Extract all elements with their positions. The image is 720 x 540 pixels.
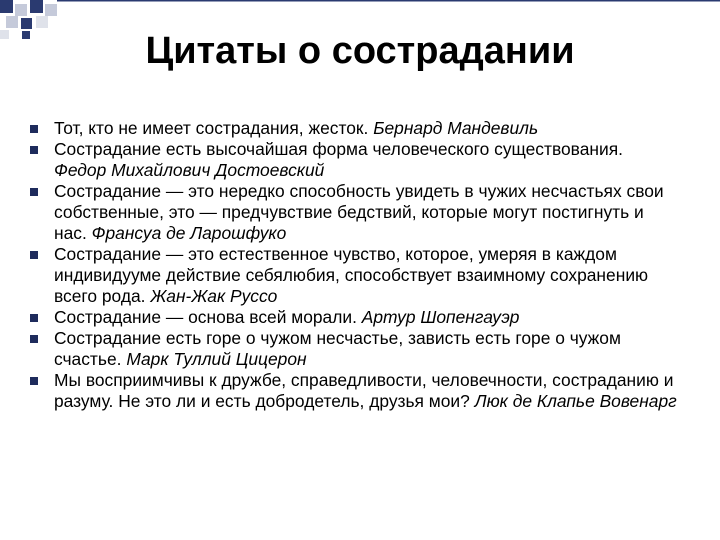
square-bullet-icon xyxy=(30,335,38,343)
quote-author: Люк де Клапье Вовенарг xyxy=(474,391,677,411)
quote-author: Марк Туллий Цицерон xyxy=(126,349,307,369)
quote-text: Сострадание есть горе о чужом несчастье, зависть есть горе о чужом счастье. xyxy=(54,328,621,369)
square-bullet-icon xyxy=(30,314,38,322)
square-bullet-icon xyxy=(30,146,38,154)
quote-text: Тот, кто не имеет сострадания, жесток. xyxy=(54,118,369,138)
square-bullet-icon xyxy=(30,251,38,259)
quote-item xyxy=(28,139,678,181)
quote-author: Франсуа де Ларошфуко xyxy=(91,223,287,243)
quote-author: Бернард Мандевиль xyxy=(373,118,539,138)
quote-item xyxy=(28,118,678,139)
square-bullet-icon xyxy=(30,377,38,385)
square-bullet-icon xyxy=(30,125,38,133)
quote-item xyxy=(28,244,678,307)
quote-item xyxy=(28,307,678,328)
quote-text: Сострадание — это естественное чувство, которое, умеряя в каждом индивидууме действие себялюбия, способствует взаимному сохранению всего рода. xyxy=(54,244,649,306)
quote-author: Федор Михайлович Достоевский xyxy=(54,160,325,180)
quote-text: Сострадание — это нередко способность увидеть в чужих несчастьях свои собственные, это — предчувствие бедствий, которые могут постигнуть и нас. xyxy=(54,181,664,243)
quote-list xyxy=(28,118,678,412)
quote-text: Сострадание — основа всей морали. xyxy=(54,307,357,327)
quote-text: Мы восприимчивы к дружбе, справедливости, человечности, состраданию и разуму. Не это ли и есть добродетель, друзья мои? xyxy=(54,370,674,411)
square-bullet-icon xyxy=(30,188,38,196)
quote-item xyxy=(28,328,678,370)
quote-item xyxy=(28,181,678,244)
quote-item xyxy=(28,370,678,412)
quote-author: Жан-Жак Руссо xyxy=(150,286,278,306)
slide-title: Цитаты о сострадании xyxy=(145,30,575,72)
quote-author: Артур Шопенгауэр xyxy=(361,307,520,327)
quote-text: Сострадание есть высочайшая форма человеческого существования. xyxy=(54,139,623,159)
